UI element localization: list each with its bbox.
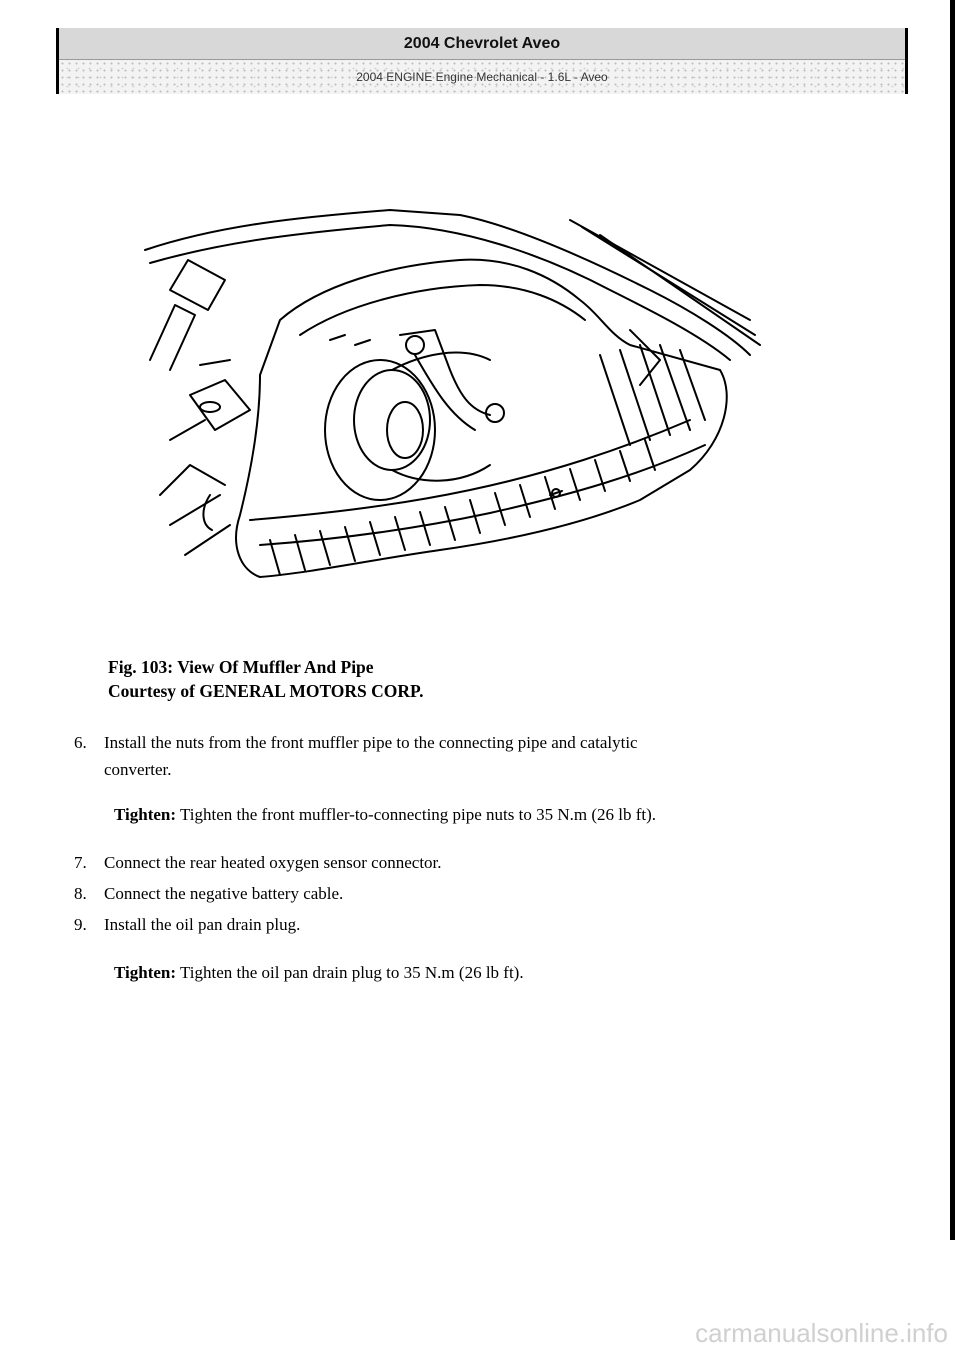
step-number: 8. xyxy=(74,884,87,903)
figure-caption xyxy=(108,655,424,703)
tighten-text: Tighten the oil pan drain plug to 35 N.m (26 lb ft). xyxy=(176,963,524,982)
caption-title: Fig. 103: View Of Muffler And Pipe xyxy=(108,657,374,677)
tighten-note xyxy=(114,961,524,985)
step-text: Install the oil pan drain plug. xyxy=(104,915,301,934)
header-subtitle: 2004 ENGINE Engine Mechanical - 1.6L - Aveo xyxy=(59,60,905,94)
site-watermark: carmanualsonline.info xyxy=(695,1318,948,1348)
tighten-text: Tighten the front muffler-to-connecting pipe nuts to 35 N.m (26 lb ft). xyxy=(176,805,657,824)
header-title: 2004 Chevrolet Aveo xyxy=(59,28,905,60)
header-border-right xyxy=(905,28,908,94)
step-number: 6. xyxy=(74,733,87,752)
step-text: Connect the rear heated oxygen sensor connector. xyxy=(104,853,442,872)
caption-credit: Courtesy of GENERAL MOTORS CORP. xyxy=(108,681,424,701)
tighten-note xyxy=(114,803,656,827)
tighten-label: Tighten: xyxy=(114,805,177,824)
step-text: Connect the negative battery cable. xyxy=(104,884,344,903)
tighten-label: Tighten: xyxy=(114,963,177,982)
page-header xyxy=(56,28,908,94)
step-text-continued: converter. xyxy=(104,760,172,779)
step-text: Install the nuts from the front muffler pipe to the connecting pipe and catalytic xyxy=(104,733,638,752)
step-number: 9. xyxy=(74,915,87,934)
page-border-right xyxy=(950,0,955,1240)
muffler-pipe-illustration xyxy=(130,195,770,590)
step-number: 7. xyxy=(74,853,87,872)
